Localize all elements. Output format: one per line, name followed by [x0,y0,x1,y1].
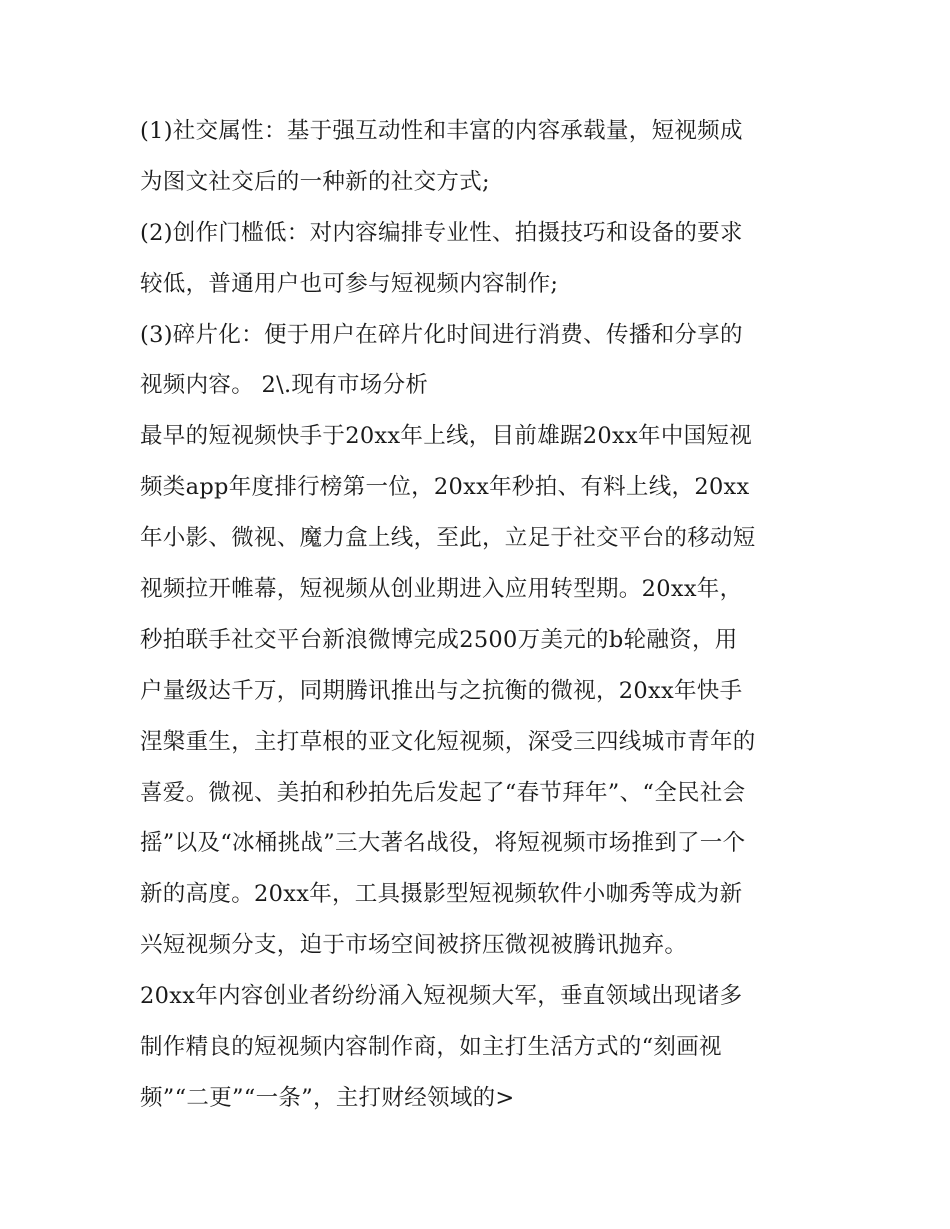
text-line: 户量级达千万，同期腾讯推出与之抗衡的微视，20xx年快手 [140,677,743,704]
text-line: 摇”以及“冰桶挑战”三大著名战役，将短视频市场推到了一个 [140,830,746,857]
text-line: (3)碎片化：便于用户在碎片化时间进行消费、传播和分享的 [140,321,743,348]
text-line: 视频拉开帷幕，短视频从创业期进入应用转型期。20xx年， [140,576,743,603]
text-line: 制作精良的短视频内容制作商，如主打生活方式的“刻画视 [140,1034,722,1061]
text-line: 年小影、微视、魔力盒上线，至此，立足于社交平台的移动短 [140,525,756,552]
text-line: 最早的短视频快手于20xx年上线，目前雄踞20xx年中国短视 [140,423,753,450]
text-line: 为图文社交后的一种新的社交方式; [140,168,490,195]
text-line: 较低，普通用户也可参与短视频内容制作; [140,270,559,297]
text-line: 20xx年内容创业者纷纷涌入短视频大军，垂直领域出现诸多 [140,983,743,1010]
text-line: (2)创作门槛低：对内容编排专业性、拍摄技巧和设备的要求 [140,219,743,246]
body-text [140,106,820,1124]
text-line: 新的高度。20xx年，工具摄影型短视频软件小咖秀等成为新 [140,881,743,908]
text-line: 视频内容。 2\.现有市场分析 [140,372,429,399]
text-line: 喜爱。微视、美拍和秒拍先后发起了“春节拜年”、“全民社会 [140,779,746,806]
text-line: 频类app年度排行榜第一位，20xx年秒拍、有料上线，20xx [140,474,750,501]
text-line: 秒拍联手社交平台新浪微博完成2500万美元的b轮融资，用 [140,626,738,653]
text-line: 兴短视频分支，迫于市场空间被挤压微视被腾讯抛弃。 [140,932,688,959]
text-line: (1)社交属性：基于强互动性和丰富的内容承载量，短视频成 [140,118,743,144]
text-line: 频”“二更”“一条”，主打财经领域的> [140,1084,515,1111]
text-line: 涅槃重生，主打草根的亚文化短视频，深受三四线城市青年的 [140,728,756,755]
